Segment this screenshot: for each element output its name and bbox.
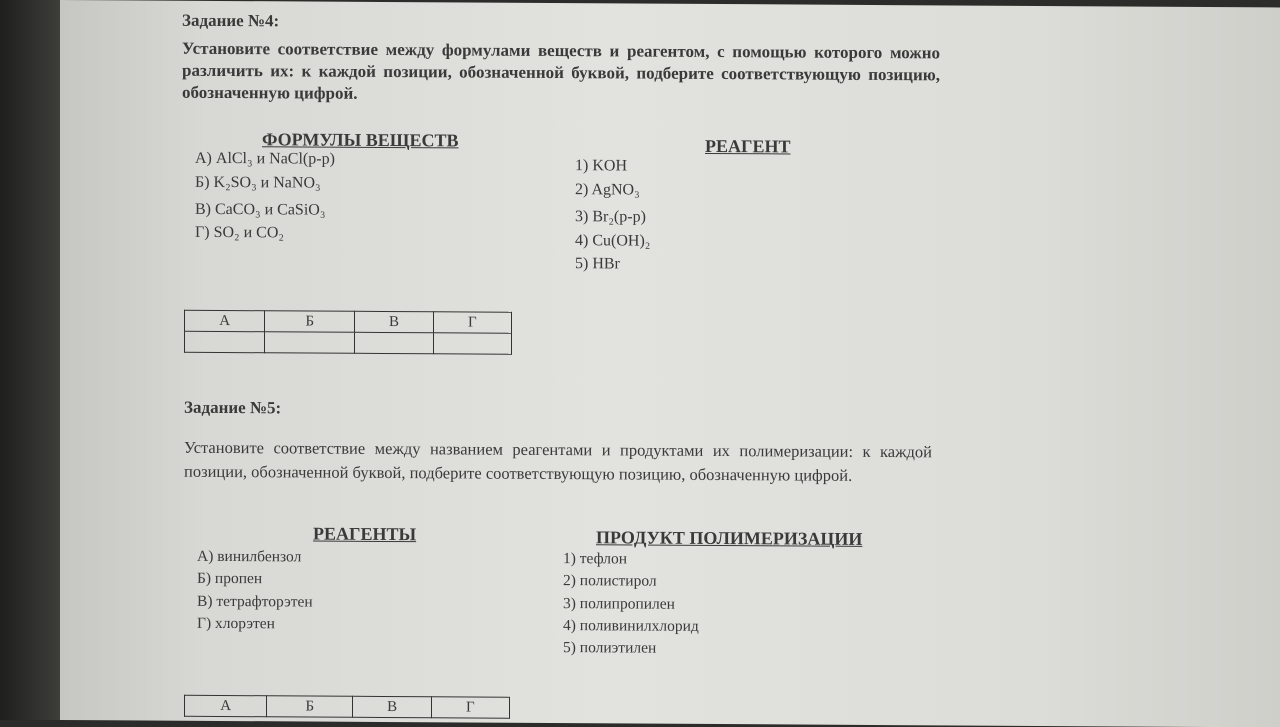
task5-left-heading: РЕАГЕНТЫ bbox=[313, 523, 417, 545]
task4-answer-b[interactable] bbox=[265, 332, 355, 354]
task5-product-2: 2) полистирол bbox=[563, 572, 657, 590]
background-shadow bbox=[0, 0, 60, 720]
task5-reagent-b: Б) пропен bbox=[197, 569, 263, 588]
task5-product-1: 1) тефлон bbox=[563, 550, 628, 568]
task4-answer-row bbox=[185, 331, 512, 354]
task4-title: Задание №4: bbox=[182, 10, 280, 31]
task4-answer-a[interactable] bbox=[185, 331, 265, 352]
task4-answer-d[interactable] bbox=[433, 333, 511, 354]
task5-reagent-c: В) тетрафторэтен bbox=[197, 592, 313, 611]
task4-answer-table bbox=[184, 310, 512, 355]
task4-answer-header-row bbox=[185, 310, 512, 333]
task4-right-heading: РЕАГЕНТ bbox=[705, 135, 791, 157]
task4-substance-b: Б) K₂SO₃ и NaNO₃ bbox=[195, 173, 321, 192]
task5-answer-table bbox=[184, 695, 510, 719]
task4-reagent-1: 1) KOH bbox=[575, 157, 627, 175]
task5-reagent-d: Г) хлорэтен bbox=[197, 614, 275, 633]
task4-reagent-2: 2) AgNO₃ bbox=[575, 181, 640, 199]
task5-product-5: 5) полиэтилен bbox=[563, 639, 657, 657]
task4-col-c: В bbox=[355, 311, 433, 332]
task5-col-c: В bbox=[353, 696, 431, 717]
paper-sheet bbox=[60, 0, 1280, 727]
task5-right-heading: ПРОДУКТ ПОЛИМЕРИЗАЦИИ bbox=[596, 527, 863, 549]
task5-title: Задание №5: bbox=[184, 397, 282, 418]
task5-col-a: А bbox=[185, 695, 267, 717]
task5-answer-header-row bbox=[185, 695, 510, 718]
task5-product-3: 3) полипропилен bbox=[563, 595, 675, 613]
task4-substance-a: А) AlCl₃ и NaCl(р-р) bbox=[195, 149, 335, 168]
task4-col-b: Б bbox=[265, 311, 355, 333]
task4-col-d: Г bbox=[433, 312, 511, 333]
task4-substance-c: В) CaCO₃ и CaSiO₃ bbox=[195, 200, 326, 219]
task5-reagent-a: А) винилбензол bbox=[197, 547, 302, 566]
task4-reagent-3: 3) Br₂(р-р) bbox=[575, 208, 646, 226]
task4-col-a: А bbox=[185, 310, 265, 331]
task5-col-d: Г bbox=[431, 697, 509, 718]
task4-substance-d: Г) SO₂ и CO₂ bbox=[195, 223, 284, 242]
task5-instruction: Установите соответствие между названием реагентами и продуктами их полимеризации: к каждой позиции, обозначенной буквой, подберите соответствующую позицию, обозначенную цифрой. bbox=[184, 437, 932, 485]
task4-instruction: Установите соответствие между формулами веществ и реагентом, с помощью которого можно различить их: к каждой позиции, обозначенной буквой, подберите соответствующую позицию, обозначенную цифрой. bbox=[182, 38, 940, 103]
task4-answer-c[interactable] bbox=[355, 332, 433, 353]
task4-left-heading: ФОРМУЛЫ ВЕЩЕСТВ bbox=[262, 129, 459, 151]
task5-product-4: 4) поливинилхлорид bbox=[563, 617, 699, 635]
task4-reagent-4: 4) Cu(OH)₂ bbox=[575, 232, 651, 250]
task4-reagent-5: 5) HBr bbox=[575, 255, 620, 273]
task5-col-b: Б bbox=[267, 696, 353, 718]
